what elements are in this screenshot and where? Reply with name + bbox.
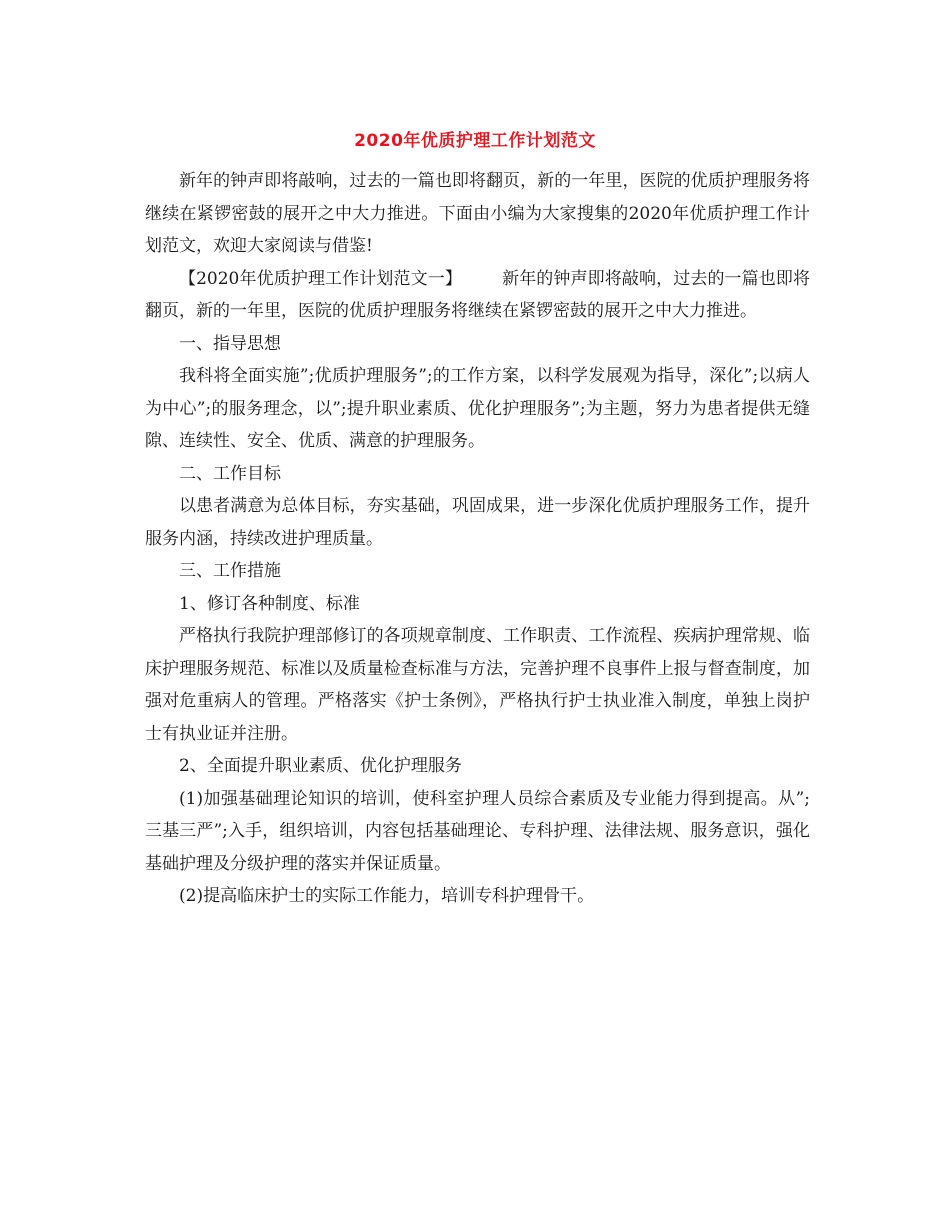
section-heading: 【2020年优质护理工作计划范文一】 xyxy=(179,268,462,289)
heading-work-measures: 三、工作措施 xyxy=(179,561,281,581)
paragraph-revise-systems: 严格执行我院护理部修订的各项规章制度、工作职责、工作流程、疾病护理常规、临床护理服务规范、标准以及质量检查标准与方法，完善护理不良事件上报与督查制度，加强对危重病人的管理。严格落实《护士条例》，严格执行护士执业准入制度，单独上岗护士有执业证并注册。 xyxy=(145,626,810,744)
document-body xyxy=(145,165,810,913)
heading-guiding-ideology: 一、指导思想 xyxy=(179,333,281,354)
document-title: 2020年优质护理工作计划范文 xyxy=(354,131,596,151)
section-intro: 新年的钟声即将敲响，过去的一篇也即将翻页，新的一年里，医院的优质护理服务将继续在紧锣密鼓的展开之中大力推进。 xyxy=(145,268,811,321)
subheading-improve-quality: 2、全面提升职业素质、优化护理服务 xyxy=(179,756,462,776)
intro-paragraph: 新年的钟声即将敲响，过去的一篇也即将翻页，新的一年里，医院的优质护理服务将继续在紧锣密鼓的展开之中大力推进。下面由小编为大家搜集的2020年优质护理工作计划范文，欢迎大家阅读与借鉴! xyxy=(145,171,810,256)
heading-work-goals: 二、工作目标 xyxy=(179,463,281,484)
subheading-revise-systems: 1、修订各种制度、标准 xyxy=(179,593,360,614)
paragraph-work-goals: 以患者满意为总体目标，夯实基础，巩固成果，进一步深化优质护理服务工作，提升服务内涵，持续改进护理质量。 xyxy=(145,496,810,549)
section-one-paragraph xyxy=(145,263,810,328)
paragraph-clinical-ability: (2)提高临床护士的实际工作能力，培训专科护理骨干。 xyxy=(179,886,595,906)
paragraph-training: (1)加强基础理论知识的培训，使科室护理人员综合素质及专业能力得到提高。从”;三基三严”;入手，组织培训，内容包括基础理论、专科护理、法律法规、服务意识，强化基础护理及分级护理的落实并保证质量。 xyxy=(145,788,810,874)
paragraph-guiding-ideology: 我科将全面实施”;优质护理服务”;的工作方案，以科学发展观为指导，深化”;以病人为中心”;的服务理念，以”;提升职业素质、优化护理服务”;为主题，努力为患者提供无缝隙、连续性、安全、优质、满意的护理服务。 xyxy=(145,366,810,451)
